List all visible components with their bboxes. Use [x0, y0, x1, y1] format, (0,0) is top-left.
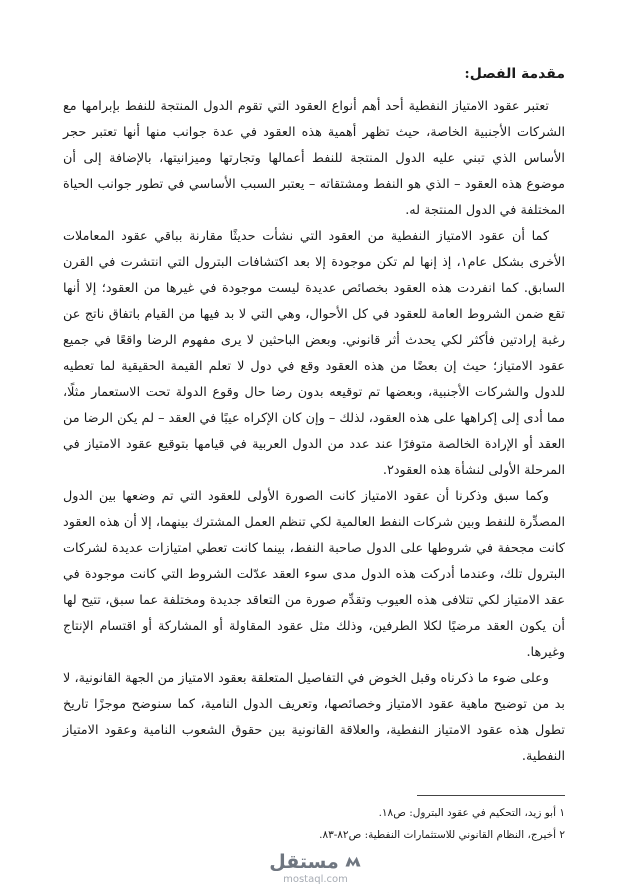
paragraph-3: وكما سبق وذكرنا أن عقود الامتياز كانت الصورة الأولى للعقود التي تم وضعها بين الدول المصدِّرة للنفط وبين شركات النفط العالمية لكي تنظم العمل المشترك بينهما، إلا أن هذه العقود كانت مجحفة في شروطها على الدول صاحبة النفط، بينما كانت تعطي امتيازات عديدة لشركات البترول تلك، وعندما أدركت هذه الدول مدى سوء العقد عدّلت الشروط التي كانت موجودة في عقد الامتياز لكي تتلافى هذه العيوب وتقدِّم صورة من التعاقد جديدة ومختلفة عما سبق، تتيح لها أن يكون العقد مرضيًا لكلا الطرفين، وذلك مثل عقود المقاولة أو المشاركة أو اقتسام الإنتاج وغيرها.	[63, 489, 565, 660]
footnote-2: ٢ أخيرج، النظام القانوني للاستثمارات النفطية: ص٨٢-٨٣.	[319, 829, 565, 841]
footnote-1: ١ أبو زيد، التحكيم في عقود البترول: ص١٨.	[378, 807, 565, 819]
watermark-brand-row	[0, 851, 631, 873]
watermark-domain-text: mostaql.com	[283, 874, 348, 885]
paragraph-2: كما أن عقود الامتياز النفطية من العقود التي نشأت حديثًا مقارنة بباقي عقود المعاملات الأخرى بشكل عام١، إذ إنها لم تكن موجودة إلا بعد اكتشافات البترول التي انتشرت في القرن السابق. كما انفردت هذه العقود بخصائص عديدة ليست موجودة في غيرها من العقود؛ إلا أنها تقع ضمن الشروط العامة للعقود في كل الأحوال، وهي التي لا بد فيها من القيام باتفاق ناتج عن رغبة إرادتين فأكثر لكي يحدث أثر قانوني. وبعض الباحثين لا يرى مفهوم الرضا واقعًا في جميع عقود الامتياز؛ حيث إن بعضًا من هذه العقود وقع في دول لا تعلم القيمة الحقيقية لما تعطيه للدول والشركات الأجنبية، وبعضها تم توقيعه بدون رضا حال وقوع الدولة تحت الاستعمار مثلًا، مما أدى إلى إكراهها على هذه العقود، لذلك – وإن كان الإكراه عيبًا في العقد – لم يكن الرضا من العقد أو الإرادة الخالصة متوفرًا عند عدد من الدول العربية في قيامها بتوقيع عقود الامتياز في المرحلة الأولى لنشأة هذه العقود٢.	[63, 229, 566, 478]
paragraph-1: تعتبر عقود الامتياز النفطية أحد أهم أنواع العقود التي تقوم الدول المنتجة للنفط بإبرامها مع الشركات الأجنبية الخاصة، حيث تظهر أهمية هذه العقود في عدة جوانب منها أنها تعتبر حجر الأساس الذي تبني عليه الدول المنتجة للنفط أعمالها وتجارتها وميزانيتها، بالإضافة إلى أن موضوع هذه العقود – الذي هو النفط ومشتقاته – يعتبر السبب الأساسي في تطور جوانب الحياة المختلفة في الدول المنتجة له.	[63, 99, 565, 218]
mostaql-logo-icon	[344, 853, 362, 871]
page-title: مقدمة الفصل:	[464, 66, 565, 82]
paragraph-4: وعلى ضوء ما ذكرناه وقبل الخوض في التفاصيل المتعلقة بعقود الامتياز من الجهة القانونية، لا بد من توضيح ماهية عقود الامتياز وخصائصها، وتعريف الدول النامية، كما سنوضح موجزًا تاريخ تطول هذه عقود الامتياز النفطية، والعلاقة القانونية بين حقوق الشعوب النامية وعقود الامتياز النفطية.	[63, 671, 565, 764]
watermark	[0, 851, 631, 885]
footnote-separator	[417, 795, 565, 796]
document-body	[63, 94, 565, 770]
footnotes-section	[63, 795, 565, 846]
watermark-brand-text: مستقل	[269, 851, 339, 873]
